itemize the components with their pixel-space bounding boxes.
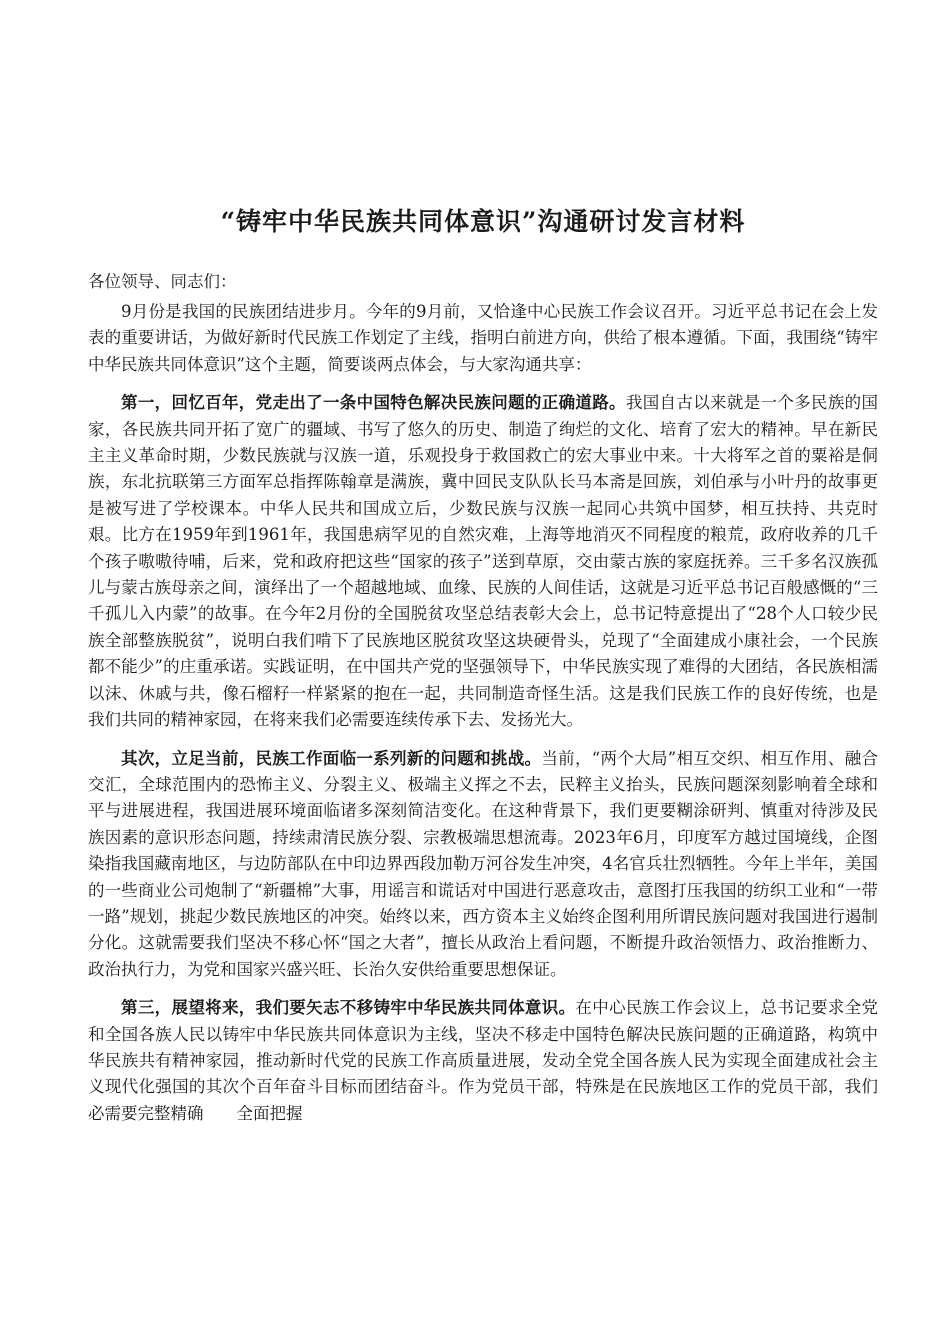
paragraph-body: 9月份是我国的民族团结进步月。今年的9月前，又恰逢中心民族工作会议召开。习近平总书记在会上发表的重要讲话，为做好新时代民族工作划定了主线，指明白前进方向，供给了根本遵循。下面，我围绕“铸牢中华民族共同体意识”这个主题，简要谈两点体会，与大家沟通共享： [88,302,878,374]
document-page [88,205,878,1139]
paragraph-body: 当前，“两个大局”相互交织、相互作用、融合交汇，全球范围内的恐怖主义、分裂主义、极端主义挥之不去，民粹主义抬头，民族问题深刻影响着全球和平与进展进程，我国进展环境面临诸多深刻简洁变化。在这种背景下，我们更要糊涂研判、慎重对待涉及民族因素的意识形态问题，持续肃清民族分裂、宗教极端思想流毒。2023年6月，印度军方越过国境线，企图染指我国藏南地区，与边防部队在中印边界西段加勒万河谷发生冲突，4名官兵壮烈牺牲。今年上半年，美国的一些商业公司炮制了“新疆棉”大事，用谣言和谎话对中国进行恶意攻击，意图打压我国的纺织工业和“一带一路”规划，挑起少数民族地区的冲突。始终以来，西方资本主义始终企图利用所谓民族问题对我国进行遏制分化。这就需要我们坚决不移心怀“国之大者”，擅长从政治上看问题，不断提升政治领悟力、政治推断力、政治执行力，为党和国家兴盛兴旺、长治久安供给重要思想保证。 [88,748,879,979]
paragraph-body: 我国自古以来就是一个多民族的国家，各民族共同开拓了宽广的疆域、书写了悠久的历史、制造了绚烂的文化、培育了宏大的精神。早在新民主主义革命时期，少数民族就与汉族一道，乐观投身于救国救亡的宏大事业中来。十大将军之首的粟裕是侗族，东北抗联第三方面军总指挥陈翰章是满族，冀中回民支队队长马本斋是回族，刘伯承与小叶丹的故事更是被写进了学校课本。中华人民共和国成立后，少数民族与汉族一起同心共筑中国梦，相互扶持、共克时艰。比方在1959年到1961年，我国患病罕见的自然灾难，上海等地消灭不同程度的粮荒，政府收养的几千个孩子嗷嗷待哺，后来，党和政府把这些“国家的孩子”送到草原，交由蒙古族的家庭抚养。三千多名汉族孤儿与蒙古族母亲之间，演绎出了一个超越地域、血缘、民族的人间佳话，这就是习近平总书记百般感慨的“三千孤儿入内蒙”的故事。在今年2月份的全国脱贫攻坚总结表彰大会上，总书记特意提出了“28个人口较少民族全部整族脱贫”，说明白我们啃下了民族地区脱贫攻坚这块硬骨头，兑现了“全面建成小康社会，一个民族都不能少”的庄重承诺。实践证明，在中国共产党的坚强领导下，中华民族实现了难得的大团结，各民族相濡以沫、休戚与共，像石榴籽一样紧紧的抱在一起，共同制造奇怪生活。这是我们民族工作的良好传统，也是我们共同的精神家园，在将来我们必需要连续传承下去、发扬光大。 [88,393,879,730]
paragraph-lead: 第一，回忆百年，党走出了一条中国特色解决民族问题的正确道路。 [121,393,626,413]
paragraph-lead: 第三，展望将来，我们要矢志不移铸牢中华民族共同体意识。 [121,998,576,1018]
paragraph-first-point [88,390,878,733]
paragraph-body: 在中心民族工作会议上，总书记要求全党和全国各族人民以铸牢中华民族共同体意识为主线，坚决不移走中国特色解决民族问题的正确道路，构筑中华民族共有精神家园，推动新时代党的民族工作高质量进展，发动全党全国各族人民为实现全面建成社会主义现代化强国的其次个百年奋斗目标而团结奋斗。作为党员干部，特殊是在民族地区工作的党员干部，我们必需要完整精确 全面把握 [88,998,879,1123]
salutation: 各位领导、同志们： [88,272,237,291]
document-title: “铸牢中华民族共同体意识”沟通研讨发言材料 [220,207,746,236]
paragraph-intro [88,299,878,378]
paragraph-lead: 其次，立足当前，民族工作面临一系列新的问题和挑战。 [121,748,542,768]
paragraph-second-point [88,746,878,984]
paragraph-third-point [88,995,878,1127]
